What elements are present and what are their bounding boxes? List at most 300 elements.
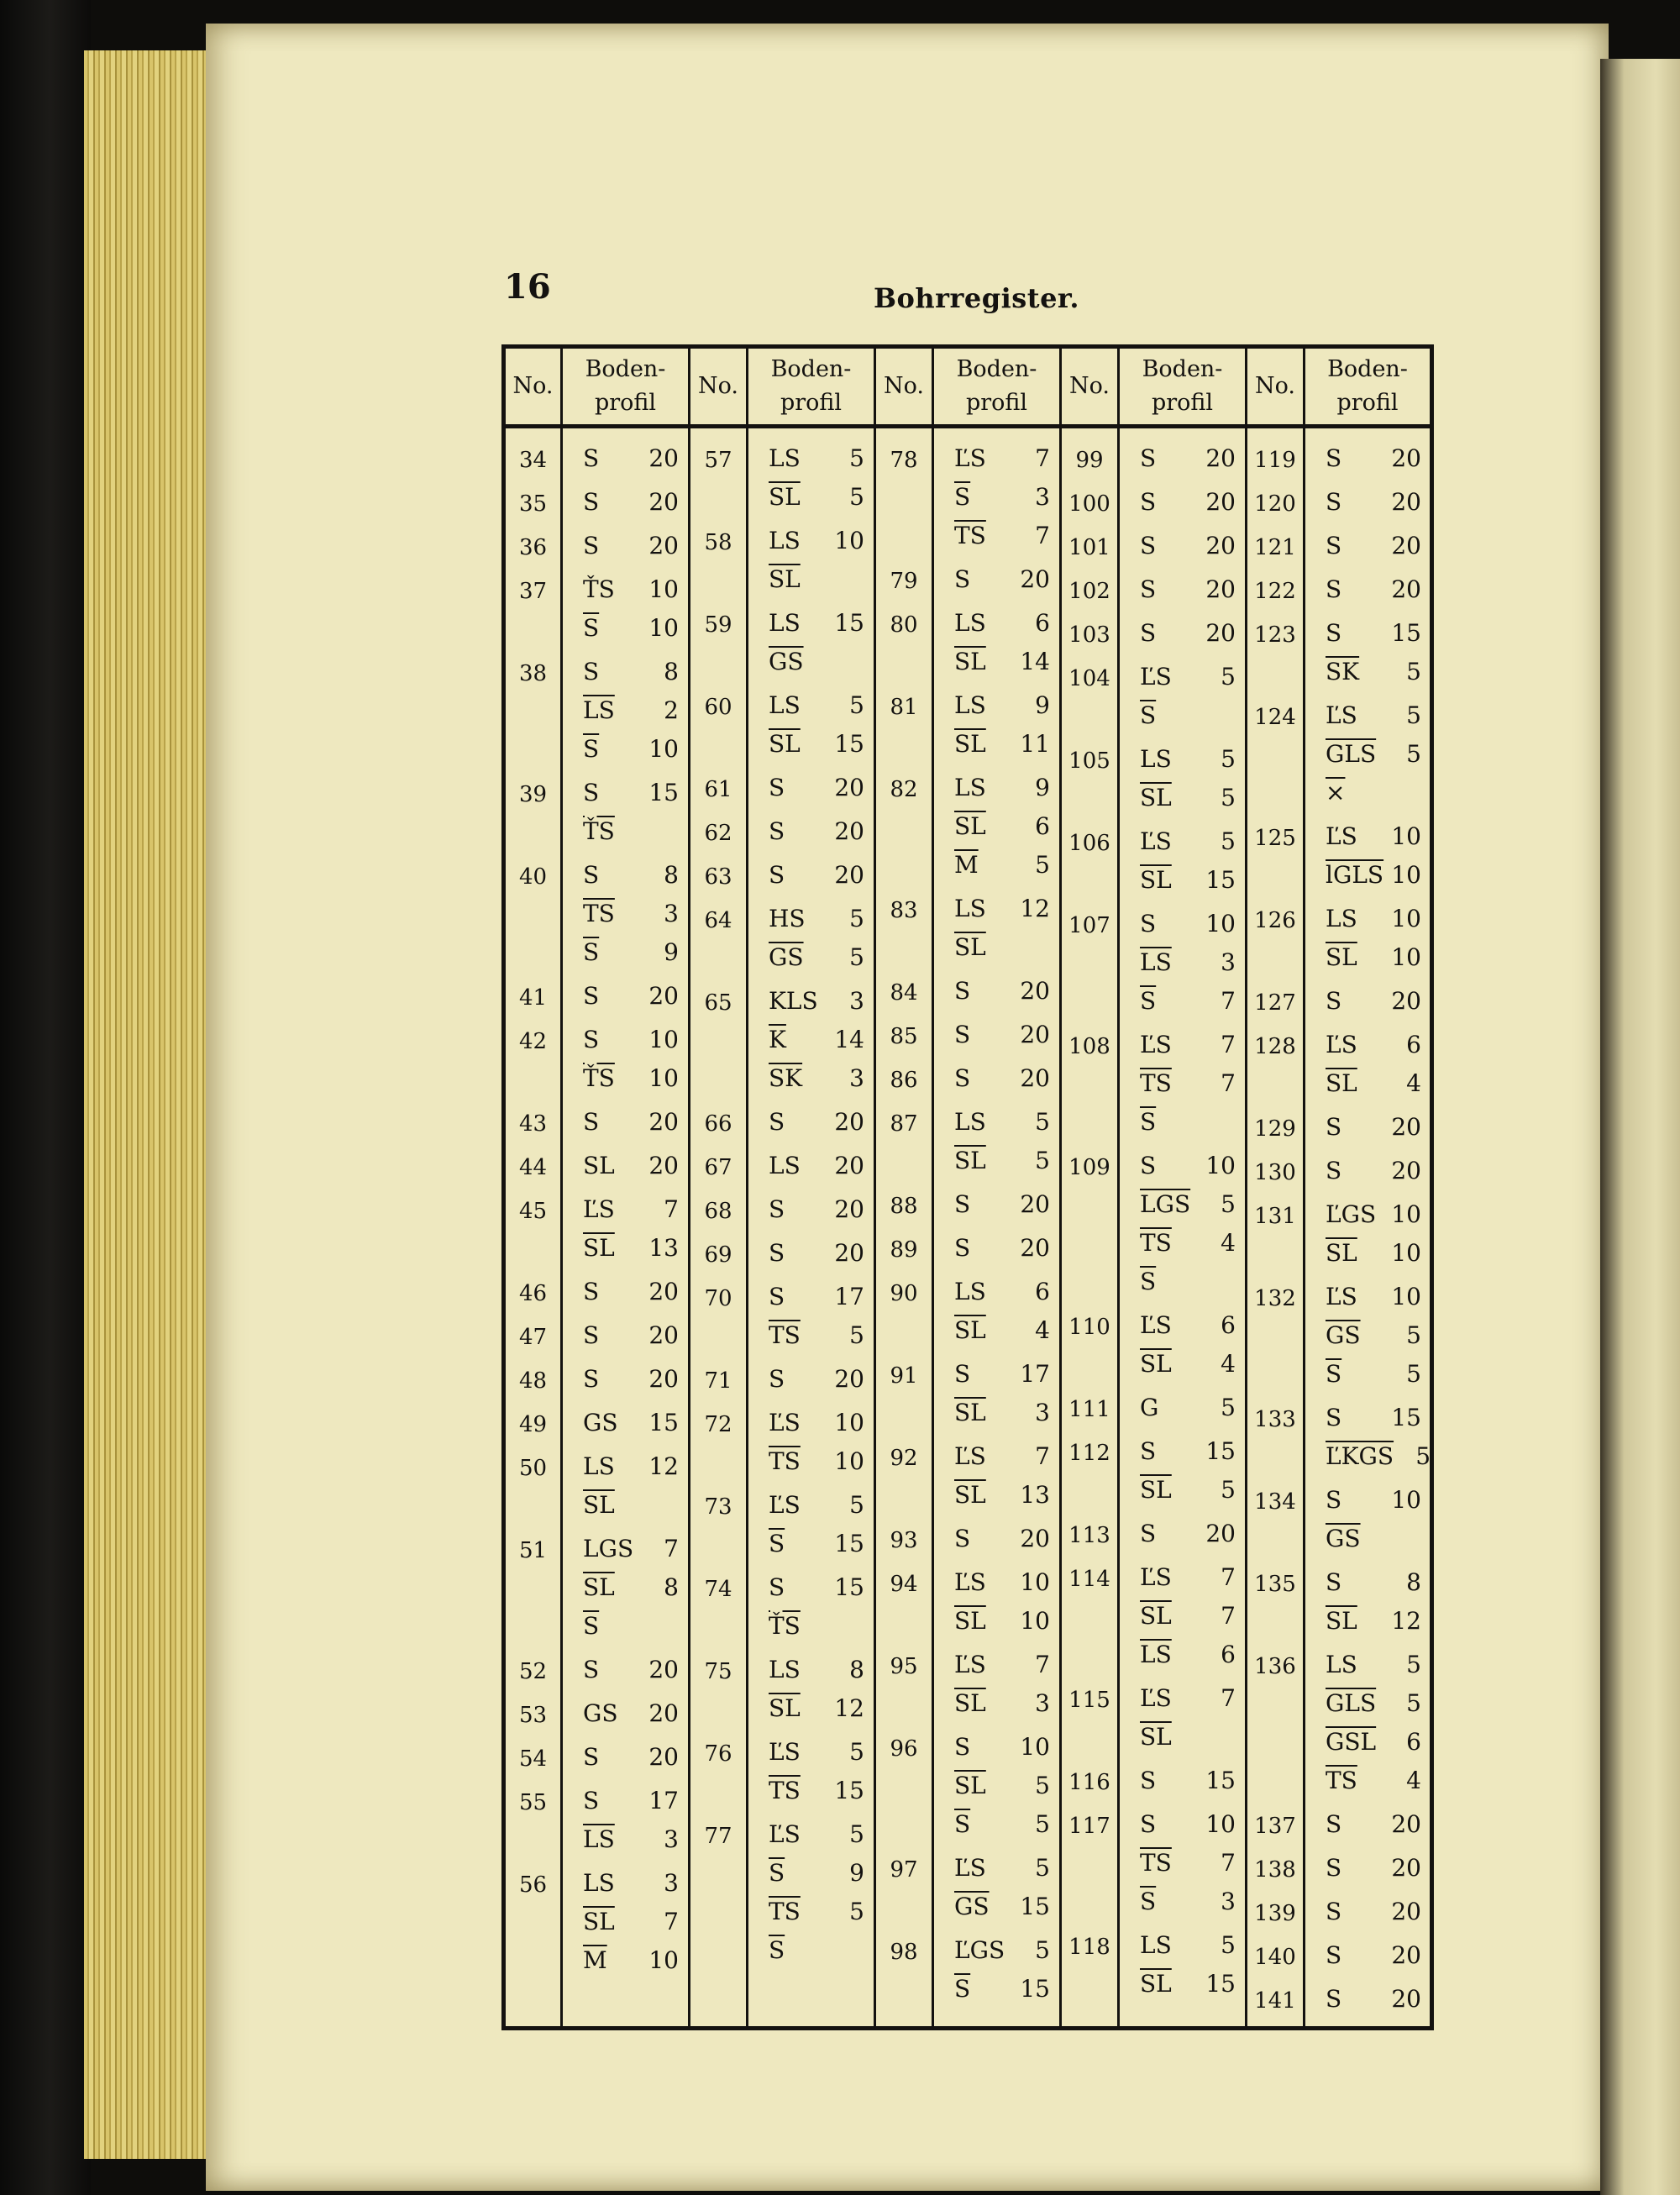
- soil-layer: [1305, 857, 1430, 895]
- boring-number-entry: [876, 771, 932, 887]
- boring-number: 120: [1254, 491, 1296, 517]
- soil-layer: [934, 517, 1059, 556]
- layer-thickness: 7: [1035, 1651, 1050, 1678]
- soil-layer: [1305, 1317, 1430, 1356]
- soil-code: S: [1326, 619, 1342, 647]
- soil-layer: [1305, 484, 1430, 522]
- spacer: [1247, 776, 1303, 815]
- layer-thickness: 15: [834, 730, 864, 758]
- boring-number: 62: [704, 821, 732, 846]
- soil-layer: [748, 1772, 874, 1811]
- boring-number-entry: [1247, 699, 1303, 815]
- boring-number: 96: [890, 1736, 918, 1762]
- soil-code: $\overline{SL}$: [954, 1481, 986, 1509]
- spacer: [506, 1571, 560, 1609]
- layer-thickness: 7: [1221, 1031, 1236, 1058]
- boring-number-entry: [690, 859, 746, 897]
- layer-thickness: 6: [1406, 1728, 1421, 1756]
- layer-thickness: 20: [1205, 532, 1236, 559]
- boring-number: 61: [704, 777, 732, 802]
- boring-number: 92: [890, 1446, 918, 1471]
- layer-thickness: 5: [1035, 1147, 1050, 1174]
- soil-profile-entry: [748, 813, 874, 852]
- boring-number: 85: [890, 1024, 918, 1049]
- soil-profile-entry: [934, 1016, 1059, 1055]
- spacer: [1247, 859, 1303, 897]
- boring-number: 118: [1068, 1935, 1110, 1960]
- soil-profile-entry: [748, 857, 874, 895]
- soil-layer: [934, 1888, 1059, 1927]
- spacer: [876, 1687, 932, 1725]
- layer-thickness: 5: [1406, 1651, 1421, 1678]
- boring-number-entry: [1247, 1198, 1303, 1275]
- boring-number-entry: [690, 1653, 746, 1730]
- boring-number-column: [1247, 427, 1305, 2029]
- header-profile: [933, 347, 1061, 427]
- soil-code: S: [1326, 532, 1342, 559]
- layer-thickness: 5: [1406, 1321, 1421, 1349]
- soil-layer: [1120, 1927, 1245, 1966]
- soil-code: $\overline{TS}$: [1326, 1767, 1357, 1794]
- layer-thickness: 20: [1391, 1898, 1421, 1925]
- soil-profile-entry: [1305, 818, 1430, 895]
- soil-profile-entry: [1120, 484, 1245, 522]
- soil-profile-entry: [563, 1361, 688, 1399]
- spacer: [690, 480, 746, 519]
- soil-profile-entry: [934, 1356, 1059, 1433]
- soil-code: S: [954, 1234, 971, 1262]
- boring-number: 119: [1254, 448, 1296, 473]
- soil-layer: [563, 731, 688, 769]
- soil-code: $\overline{S}$: [583, 614, 600, 642]
- layer-thickness: 14: [1020, 648, 1050, 675]
- soil-code: S: [1326, 1854, 1342, 1882]
- soil-layer: [563, 1904, 688, 1942]
- soil-code: $\overline{S}$: [954, 1810, 971, 1838]
- boring-number: 79: [890, 569, 918, 594]
- spacer: [1062, 1599, 1117, 1638]
- soil-code: $\overline{GLS}$: [1326, 1689, 1377, 1717]
- boring-number: 127: [1254, 990, 1296, 1016]
- soil-layer: [1305, 654, 1430, 692]
- layer-thickness: 15: [1205, 1437, 1236, 1465]
- soil-code: S: [583, 1026, 600, 1053]
- layer-thickness: 20: [1205, 1520, 1236, 1547]
- soil-layer: [1305, 1235, 1430, 1273]
- soil-layer: [1305, 1564, 1430, 1603]
- boring-number: 115: [1068, 1688, 1110, 1713]
- layer-thickness: 7: [664, 1908, 679, 1935]
- layer-thickness: 5: [1415, 1442, 1431, 1470]
- layer-thickness: 5: [1035, 1936, 1050, 1964]
- layer-thickness: 7: [1035, 522, 1050, 549]
- boring-number-entry: [876, 974, 932, 1013]
- layer-thickness: 4: [1221, 1229, 1236, 1257]
- soil-code: $\overline{SL}$: [1140, 1970, 1172, 1998]
- soil-layer: [563, 571, 688, 610]
- soil-layer: [563, 1361, 688, 1399]
- soil-code: S: [769, 1365, 785, 1393]
- layer-thickness: 7: [1221, 1849, 1236, 1877]
- layer-thickness: 14: [834, 1026, 864, 1053]
- layer-thickness: 4: [1406, 1069, 1421, 1097]
- soil-code: S: [1326, 1568, 1342, 1596]
- spacer: [506, 1609, 560, 1648]
- spacer: [1247, 1357, 1303, 1396]
- soil-code: $\overline{SL}$: [1140, 1350, 1172, 1378]
- boring-number-column: [504, 427, 562, 2029]
- soil-profile-entry: [563, 1021, 688, 1099]
- soil-layer: [934, 1230, 1059, 1268]
- soil-layer: [748, 1361, 874, 1399]
- layer-thickness: 12: [648, 1452, 679, 1480]
- layer-thickness: 10: [834, 1409, 864, 1436]
- soil-code: LS: [1140, 1931, 1172, 1959]
- boring-number-entry: [506, 573, 560, 650]
- boring-number-entry: [1247, 1648, 1303, 1803]
- soil-layer: [1120, 484, 1245, 522]
- soil-layer: [1305, 1027, 1430, 1065]
- soil-code: $\overline{SL}$: [954, 1607, 986, 1635]
- layer-thickness: 13: [1020, 1481, 1050, 1509]
- soil-layer: [748, 1525, 874, 1564]
- soil-profile-entry: [934, 1646, 1059, 1724]
- soil-profile-entry: [748, 1191, 874, 1230]
- soil-code: S: [954, 1525, 971, 1552]
- boring-number: 88: [890, 1194, 918, 1219]
- soil-profile-entry: [563, 1273, 688, 1312]
- soil-profile-entry: [1305, 983, 1430, 1021]
- layer-thickness: 20: [648, 532, 679, 559]
- soil-code: $\overline{SL}$: [954, 933, 986, 961]
- soil-profile-entry: [563, 654, 688, 769]
- layer-thickness: 5: [1221, 663, 1236, 691]
- layer-thickness: 5: [849, 1820, 864, 1848]
- soil-code: $\overline{TS}$: [769, 1777, 801, 1804]
- header-profile: [1305, 347, 1432, 427]
- boring-number-entry: [690, 902, 746, 979]
- soil-code: $\overline{S}$: [769, 1530, 785, 1557]
- soil-layer: [1305, 571, 1430, 610]
- boring-number-entry: [690, 1105, 746, 1144]
- soil-layer: [748, 643, 874, 682]
- layer-thickness: 5: [1406, 701, 1421, 729]
- layer-thickness: 6: [1221, 1641, 1236, 1668]
- soil-layer: [934, 1273, 1059, 1312]
- boring-number-entry: [1247, 442, 1303, 480]
- soil-code: $\overline{ŤS}$: [769, 1612, 801, 1640]
- boring-number-entry: [1247, 617, 1303, 694]
- boring-number: 67: [704, 1155, 732, 1180]
- layer-thickness: 15: [1205, 1767, 1236, 1794]
- soil-profile-column: [1119, 427, 1247, 2029]
- boring-number-entry: [690, 607, 746, 684]
- soil-layer: [1120, 1719, 1245, 1757]
- boring-number-entry: [876, 1105, 932, 1183]
- soil-layer: [1305, 1520, 1430, 1559]
- layer-thickness: 20: [648, 982, 679, 1010]
- soil-profile-entry: [563, 528, 688, 566]
- boring-number: 138: [1254, 1857, 1296, 1883]
- boring-number-entry: [1062, 1028, 1117, 1144]
- soil-code: LS: [769, 691, 801, 719]
- spacer: [1247, 1319, 1303, 1357]
- layer-thickness: 15: [648, 779, 679, 806]
- spacer: [506, 1489, 560, 1527]
- layer-thickness: 10: [648, 1026, 679, 1053]
- spacer: [876, 1396, 932, 1435]
- soil-code: S: [583, 532, 600, 559]
- boring-number-entry: [690, 1406, 746, 1483]
- layer-thickness: 5: [1221, 1931, 1236, 1959]
- soil-code: $\overline{S}$: [769, 1859, 785, 1887]
- soil-profile-entry: [1120, 741, 1245, 818]
- layer-thickness: 10: [1391, 1283, 1421, 1310]
- soil-layer: [1120, 1680, 1245, 1719]
- soil-layer: [748, 1191, 874, 1230]
- soil-layer: [1305, 615, 1430, 654]
- soil-layer: [1305, 440, 1430, 479]
- soil-layer: [1305, 697, 1430, 736]
- soil-profile-entry: [1120, 1680, 1245, 1757]
- layer-thickness: 10: [1205, 1810, 1236, 1838]
- boring-number: 98: [890, 1940, 918, 1965]
- boring-number-entry: [1247, 902, 1303, 979]
- header-no: No.: [875, 347, 933, 427]
- soil-code: S: [769, 817, 785, 845]
- soil-profile-column: [1305, 427, 1432, 2029]
- boring-number-entry: [1062, 573, 1117, 612]
- soil-code: LS: [1326, 1651, 1357, 1678]
- boring-number: 124: [1254, 705, 1296, 730]
- boring-number-entry: [506, 776, 560, 853]
- soil-profile-entry: [1305, 1109, 1430, 1147]
- soil-code: S: [583, 982, 600, 1010]
- layer-thickness: 7: [664, 1535, 679, 1562]
- soil-code: S: [1140, 1810, 1157, 1838]
- soil-profile-entry: [748, 1235, 874, 1273]
- soil-layer: [934, 1806, 1059, 1845]
- soil-layer: [1305, 1603, 1430, 1641]
- boring-number: 53: [518, 1703, 548, 1728]
- soil-code: $\overline{SL}$: [769, 483, 801, 511]
- soil-layer: [1120, 528, 1245, 566]
- boring-number-entry: [506, 1867, 560, 1982]
- soil-code: ŤS: [583, 575, 615, 603]
- soil-code: S: [1140, 575, 1157, 603]
- soil-layer: [1120, 697, 1245, 736]
- boring-number: 130: [1254, 1160, 1296, 1185]
- soil-code: $\overline{SL}$: [769, 1694, 801, 1722]
- soil-code: $\overline{SL}$: [1140, 866, 1172, 894]
- soil-code: ĽS: [1140, 1031, 1172, 1058]
- layer-thickness: 10: [648, 614, 679, 642]
- soil-layer: [1120, 1065, 1245, 1104]
- soil-layer: [748, 1893, 874, 1932]
- layer-thickness: 5: [849, 905, 864, 932]
- soil-code: $\overline{SL}$: [954, 648, 986, 675]
- spacer: [1247, 655, 1303, 694]
- spacer: [1062, 985, 1117, 1023]
- soil-code: $\overline{S}$: [1140, 987, 1157, 1015]
- soil-layer: [934, 1932, 1059, 1971]
- boring-number-entry: [1247, 529, 1303, 568]
- layer-thickness: 5: [1406, 1689, 1421, 1717]
- soil-profile-column: [562, 427, 690, 2029]
- layer-thickness: 7: [1221, 1684, 1236, 1712]
- boring-number-entry: [506, 529, 560, 568]
- layer-thickness: 5: [849, 1321, 864, 1349]
- layer-thickness: 15: [648, 1409, 679, 1436]
- soil-layer: [748, 1235, 874, 1273]
- boring-number: 117: [1068, 1814, 1110, 1839]
- soil-layer: [748, 1405, 874, 1443]
- layer-thickness: 11: [1020, 730, 1050, 758]
- soil-layer: [563, 1021, 688, 1060]
- spacer: [1247, 941, 1303, 979]
- soil-profile-entry: [1305, 1564, 1430, 1641]
- header-profile-line1: Boden-: [1327, 356, 1408, 382]
- soil-code: $\overline{S}$: [583, 735, 600, 763]
- soil-layer: [934, 929, 1059, 968]
- layer-thickness: 20: [648, 444, 679, 472]
- boring-number-entry: [506, 1784, 560, 1862]
- boring-number-entry: [1247, 1280, 1303, 1396]
- soil-code: ×: [1326, 779, 1346, 806]
- soil-code: $\overline{SL}$: [954, 1399, 986, 1426]
- soil-code: $\overline{LS}$: [583, 1825, 615, 1853]
- soil-layer: [563, 1405, 688, 1443]
- boring-number: 86: [890, 1068, 918, 1093]
- boring-number-entry: [506, 1406, 560, 1445]
- soil-code: S: [1326, 1486, 1342, 1514]
- soil-profile-entry: [1305, 1279, 1430, 1394]
- layer-thickness: 20: [1391, 1157, 1421, 1184]
- boring-number: 84: [890, 980, 918, 1006]
- soil-code: $\overline{SL}$: [769, 730, 801, 758]
- soil-layer: [934, 1477, 1059, 1515]
- layer-thickness: 10: [1205, 910, 1236, 937]
- soil-code: S: [583, 658, 600, 685]
- soil-profile-entry: [563, 1147, 688, 1186]
- soil-layer: [934, 1729, 1059, 1767]
- header-profile-line2: profil: [965, 390, 1028, 416]
- soil-code: $\overline{GS}$: [1326, 1321, 1361, 1349]
- soil-layer: [563, 1317, 688, 1356]
- layer-thickness: 3: [1035, 483, 1050, 511]
- layer-thickness: 20: [648, 1152, 679, 1179]
- soil-layer: [1305, 1399, 1430, 1438]
- soil-profile-entry: [934, 1438, 1059, 1515]
- layer-thickness: 20: [834, 1108, 864, 1136]
- soil-layer: [563, 1531, 688, 1569]
- soil-profile-entry: [1305, 1027, 1430, 1104]
- spacer: [1062, 1638, 1117, 1677]
- spacer: [876, 480, 932, 519]
- soil-layer: [748, 901, 874, 939]
- boring-number: 108: [1068, 1034, 1110, 1059]
- layer-thickness: 20: [1391, 1854, 1421, 1882]
- layer-thickness: 9: [1035, 774, 1050, 801]
- boring-number-entry: [1062, 660, 1117, 738]
- layer-thickness: 20: [648, 1108, 679, 1136]
- spacer: [690, 1856, 746, 1895]
- soil-layer: [1120, 823, 1245, 862]
- soil-code: ĽGS: [954, 1936, 1005, 1964]
- boring-number: 104: [1068, 666, 1110, 691]
- spacer: [506, 694, 560, 733]
- boring-number: 134: [1254, 1489, 1296, 1515]
- boring-number: 113: [1068, 1523, 1110, 1548]
- boring-number-entry: [506, 442, 560, 480]
- soil-layer: [1120, 615, 1245, 654]
- layer-thickness: 5: [1221, 1476, 1236, 1504]
- layer-thickness: 17: [1020, 1360, 1050, 1388]
- soil-code: ĽS: [1140, 1684, 1172, 1712]
- boring-number: 94: [890, 1572, 918, 1597]
- boring-number: 82: [890, 777, 918, 802]
- layer-thickness: 20: [1391, 1810, 1421, 1838]
- layer-thickness: 3: [664, 1869, 679, 1897]
- soil-layer: [748, 605, 874, 643]
- boring-number-entry: [876, 1934, 932, 2011]
- layer-thickness: 7: [664, 1195, 679, 1223]
- spacer: [690, 1445, 746, 1483]
- boring-number-entry: [506, 1697, 560, 1736]
- layer-thickness: 10: [1391, 1200, 1421, 1228]
- soil-code: S: [1140, 1152, 1157, 1179]
- layer-thickness: 20: [1205, 619, 1236, 647]
- layer-thickness: 5: [1221, 745, 1236, 773]
- boring-number-entry: [1247, 486, 1303, 524]
- layer-thickness: 5: [1221, 827, 1236, 855]
- soil-code: $\overline{LS}$: [1140, 948, 1172, 976]
- layer-thickness: 8: [664, 861, 679, 889]
- soil-layer: [934, 1685, 1059, 1724]
- header-profile-line2: profil: [594, 390, 657, 416]
- boring-number: 50: [518, 1456, 548, 1481]
- soil-layer: [1305, 1724, 1430, 1762]
- boring-number: 100: [1068, 491, 1110, 517]
- layer-thickness: 20: [834, 774, 864, 801]
- soil-code: $\overline{S}$: [1140, 1888, 1157, 1915]
- soil-layer: [563, 1230, 688, 1268]
- spacer: [876, 727, 932, 766]
- soil-layer: [563, 1191, 688, 1230]
- boring-number-entry: [690, 689, 746, 766]
- layer-thickness: 20: [1020, 565, 1050, 593]
- header-profile: [1119, 347, 1247, 427]
- boring-number-entry: [690, 985, 746, 1100]
- boring-number: 128: [1254, 1034, 1296, 1059]
- soil-layer: [1305, 1646, 1430, 1685]
- soil-code: $\overline{SL}$: [1326, 1239, 1357, 1267]
- layer-thickness: 9: [849, 1859, 864, 1887]
- soil-layer: [934, 1971, 1059, 2009]
- soil-profile-entry: [1305, 1196, 1430, 1273]
- soil-code: S: [1140, 1767, 1157, 1794]
- soil-profile-entry: [748, 1361, 874, 1399]
- boring-number: 125: [1254, 826, 1296, 851]
- soil-code: $\overline{TS}$: [1140, 1229, 1172, 1257]
- soil-profile-entry: [563, 571, 688, 649]
- soil-layer: [563, 1821, 688, 1860]
- soil-code: ĽS: [1140, 827, 1172, 855]
- soil-layer: [1120, 1389, 1245, 1428]
- boring-number-entry: [1247, 1483, 1303, 1561]
- header-profile-line1: Boden-: [1142, 356, 1223, 382]
- soil-profile-entry: [563, 440, 688, 479]
